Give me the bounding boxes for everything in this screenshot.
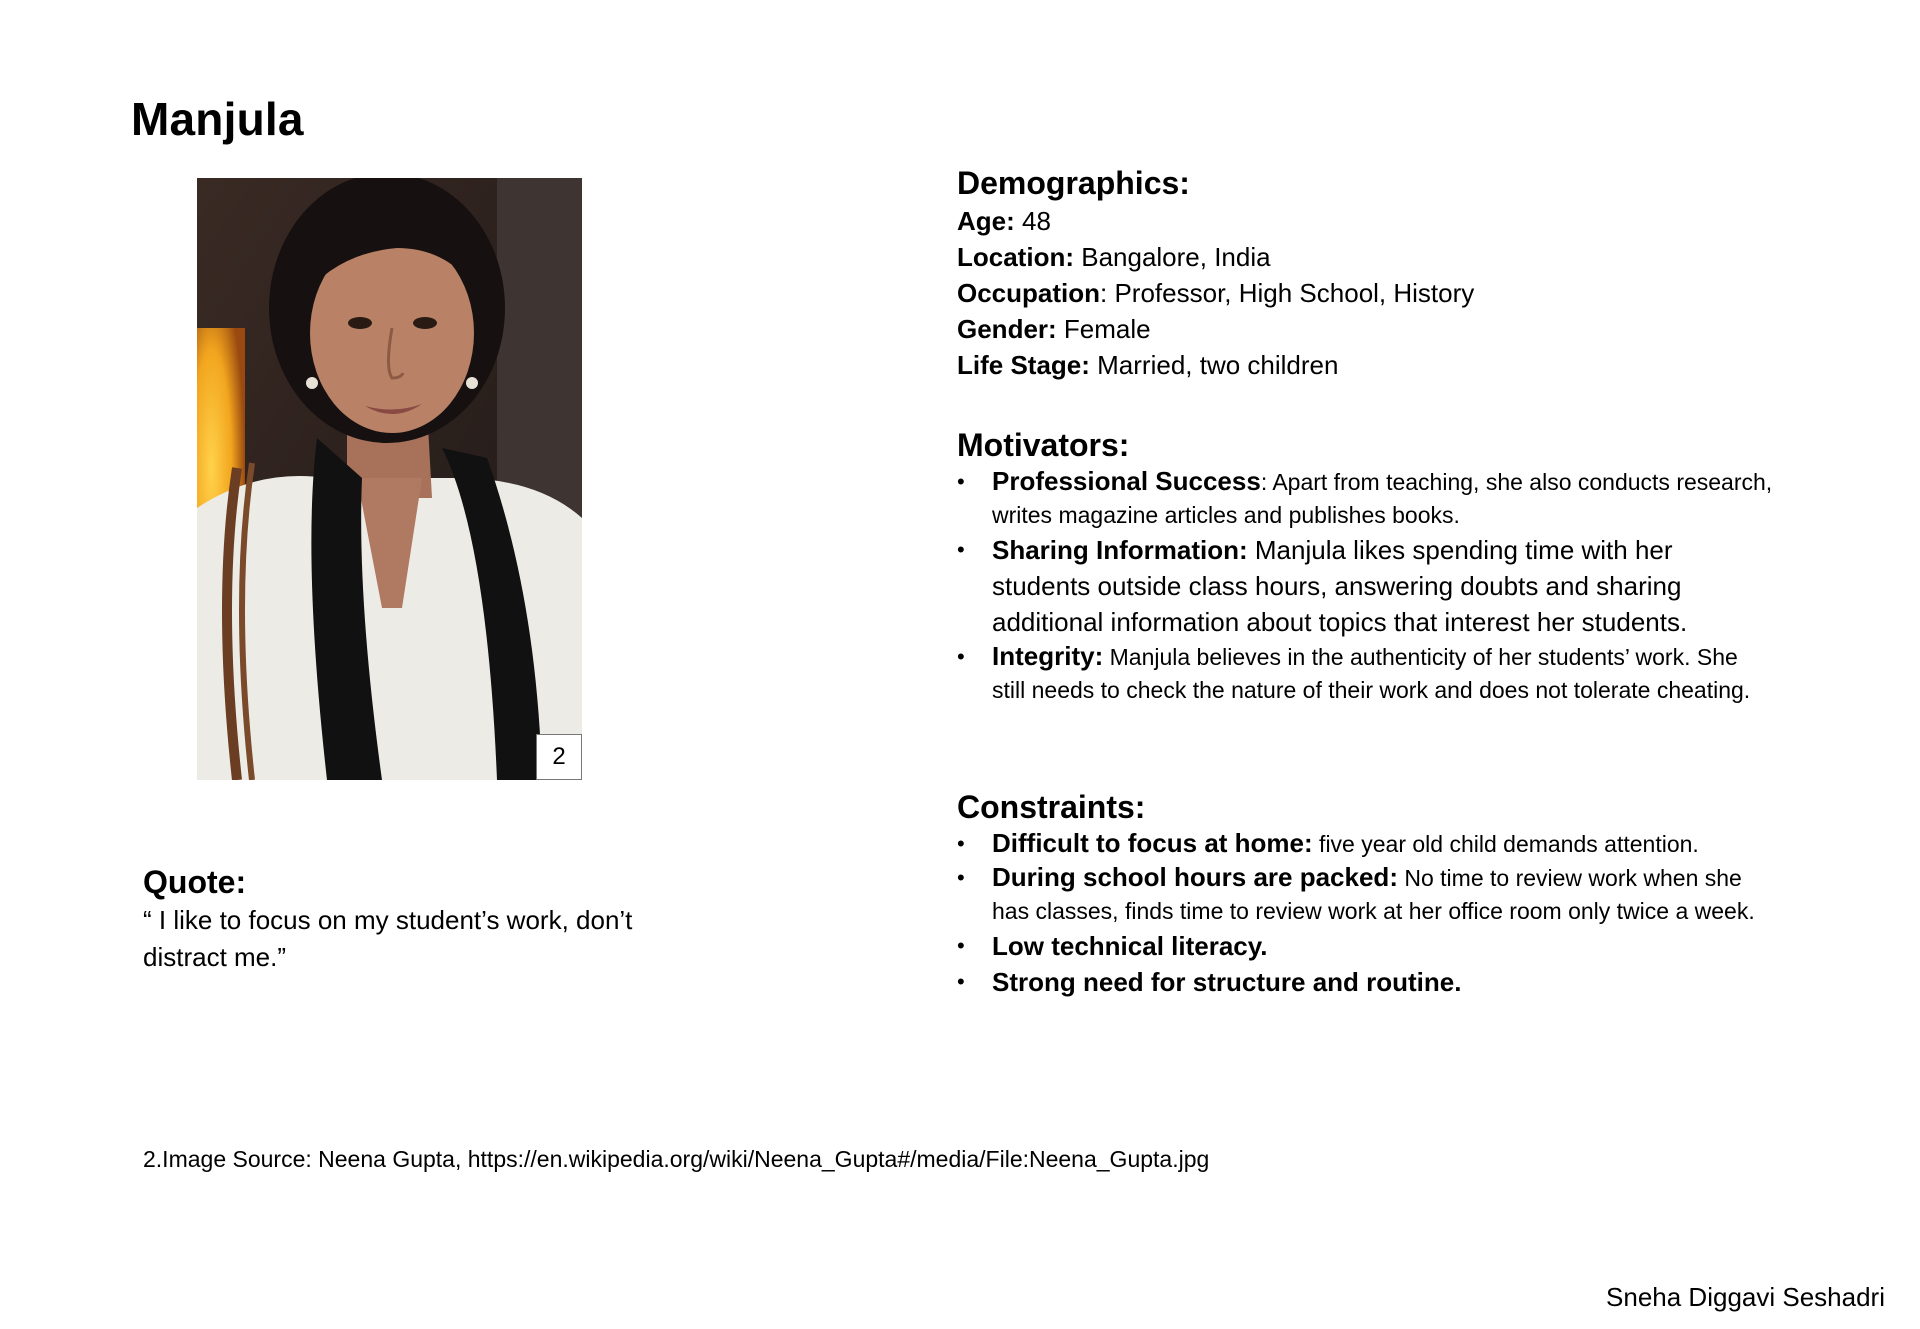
- demographic-label: Gender:: [957, 314, 1057, 344]
- constraints-list: [957, 827, 1777, 1000]
- constraints-heading: Constraints:: [957, 789, 1146, 825]
- motivator-text: Manjula believes in the authenticity of her students’ work. She still needs to check the nature of their work and does not tolerate cheating.: [992, 644, 1751, 703]
- demographic-value: Female: [1056, 314, 1151, 344]
- constraint-lead: Strong need for structure and routine.: [992, 967, 1462, 997]
- motivator-item: [957, 640, 1777, 707]
- motivator-lead: Sharing Information:: [992, 535, 1248, 565]
- quote-section: [143, 862, 703, 976]
- image-source-footnote: 2.Image Source: Neena Gupta, https://en.wikipedia.org/wiki/Neena_Gupta#/media/File:Neena_Gupta.jpg: [143, 1146, 1210, 1172]
- constraint-item: [957, 928, 1777, 964]
- constraint-text: five year old child demands attention.: [1312, 831, 1699, 857]
- constraint-lead: Low technical literacy.: [992, 931, 1268, 961]
- motivator-lead: Integrity:: [992, 641, 1104, 671]
- page-title: Manjula: [131, 93, 304, 145]
- demographic-label: Occupation: [957, 278, 1101, 308]
- demographic-value: : Professor, High School, History: [1100, 278, 1475, 308]
- motivator-text: : Apart from teaching, she also conducts research, writes magazine articles and publishes books.: [992, 469, 1773, 528]
- quote-heading: Quote:: [143, 864, 247, 900]
- demographic-value: 48: [1014, 206, 1051, 236]
- constraint-item: [957, 964, 1777, 1000]
- motivator-item: [957, 532, 1777, 640]
- constraint-lead: During school hours are packed:: [992, 862, 1398, 892]
- motivator-item: [957, 465, 1777, 532]
- image-reference-badge: 2: [536, 734, 582, 780]
- demographic-value: Bangalore, India: [1074, 242, 1271, 272]
- demographic-label: Life Stage:: [957, 350, 1090, 380]
- motivator-text: Manjula likes spending time with her students outside class hours, answering doubts and sharing additional information about topics that interest her students.: [992, 535, 1688, 637]
- demographics-section: [957, 163, 1777, 383]
- constraint-item: [957, 827, 1777, 861]
- demographic-value: Married, two children: [1089, 350, 1339, 380]
- demographic-label: Age:: [957, 206, 1015, 236]
- constraint-lead: Difficult to focus at home:: [992, 828, 1313, 858]
- motivators-section: [957, 425, 1777, 707]
- demographic-label: Location:: [957, 242, 1074, 272]
- demographic-row-life-stage: [957, 347, 1777, 383]
- demographics-heading: Demographics:: [957, 165, 1190, 201]
- motivators-list: [957, 465, 1777, 707]
- persona-portrait-illustration: [197, 178, 582, 780]
- demographic-row-age: [957, 203, 1777, 239]
- demographic-row-location: [957, 239, 1777, 275]
- constraint-text: No time to review work when she has classes, finds time to review work at her office room only twice a week.: [992, 865, 1755, 924]
- demographic-row-occupation: [957, 275, 1777, 311]
- quote-text: “ I like to focus on my student’s work, don’t distract me.”: [143, 905, 633, 972]
- motivators-heading: Motivators:: [957, 427, 1130, 463]
- demographic-row-gender: [957, 311, 1777, 347]
- author-name: Sneha Diggavi Seshadri: [1606, 1282, 1885, 1312]
- persona-photo: [197, 178, 582, 780]
- constraint-item: [957, 861, 1777, 928]
- motivator-lead: Professional Success: [992, 466, 1261, 496]
- constraints-section: [957, 787, 1777, 1000]
